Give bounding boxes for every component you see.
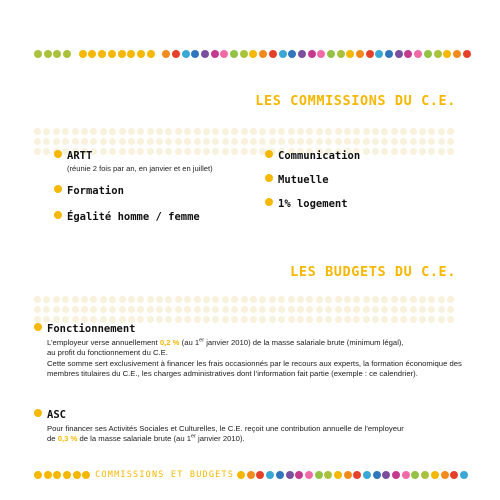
decorative-dot	[119, 306, 126, 313]
bullet-icon	[54, 150, 62, 158]
decorative-dot	[175, 306, 182, 313]
decorative-dot	[306, 296, 313, 303]
decorative-dot	[43, 306, 50, 313]
decorative-dot	[162, 50, 170, 58]
decorative-dot	[353, 296, 360, 303]
decorative-dot	[438, 296, 445, 303]
decorative-dot	[62, 296, 69, 303]
decorative-dot	[424, 50, 432, 58]
bullet-icon	[265, 198, 273, 206]
decorative-dot	[137, 296, 144, 303]
decorative-dot	[402, 471, 410, 479]
decorative-dot	[344, 471, 352, 479]
decorative-dot	[137, 138, 144, 145]
decorative-dot	[391, 128, 398, 135]
decorative-dot	[447, 306, 454, 313]
decorative-dot	[288, 138, 295, 145]
bullet-icon	[54, 211, 62, 219]
decorative-dot	[53, 138, 60, 145]
decorative-dot	[344, 138, 351, 145]
decorative-dot	[306, 138, 313, 145]
bullet-icon	[34, 323, 42, 331]
decorative-dot	[194, 138, 201, 145]
decorative-dot	[269, 306, 276, 313]
bullet-icon	[265, 174, 273, 182]
decorative-dot	[316, 138, 323, 145]
decorative-dot	[431, 471, 439, 479]
decorative-dot	[391, 138, 398, 145]
decorative-dot	[119, 296, 126, 303]
decorative-dot	[259, 138, 266, 145]
decorative-dot	[165, 306, 172, 313]
decorative-dot	[250, 128, 257, 135]
decorative-dot	[269, 50, 277, 58]
decorative-dot	[414, 50, 422, 58]
decorative-dot	[109, 138, 116, 145]
decorative-dot	[363, 471, 371, 479]
decorative-dot	[306, 306, 313, 313]
commission-item-communication: Communication	[265, 146, 465, 164]
decorative-dot	[288, 50, 296, 58]
decorative-dot	[344, 128, 351, 135]
decorative-dot	[156, 128, 163, 135]
decorative-dot	[63, 471, 71, 479]
decorative-dot	[53, 296, 60, 303]
decorative-dot	[344, 306, 351, 313]
decorative-dot	[419, 128, 426, 135]
decorative-dot	[241, 128, 248, 135]
decorative-dot	[203, 138, 210, 145]
decorative-dot	[128, 138, 135, 145]
decorative-dot	[109, 128, 116, 135]
decorative-dot	[346, 50, 354, 58]
decorative-dot	[249, 50, 257, 58]
decorative-dot	[400, 306, 407, 313]
decorative-dot	[373, 471, 381, 479]
decorative-dot	[391, 306, 398, 313]
decorative-dot	[325, 306, 332, 313]
decorative-dot	[34, 471, 42, 479]
decorative-dot	[395, 50, 403, 58]
decorative-dot	[62, 138, 69, 145]
decorative-dot	[222, 128, 229, 135]
decorative-dot	[372, 296, 379, 303]
decorative-dot	[450, 471, 458, 479]
commissions-left-column	[54, 146, 264, 231]
decorative-dot	[363, 296, 370, 303]
decorative-dot	[184, 296, 191, 303]
decorative-dot	[220, 50, 228, 58]
decorative-dot	[325, 128, 332, 135]
decorative-dot	[375, 50, 383, 58]
footer-dots-left	[34, 471, 92, 479]
decorative-dot	[34, 296, 41, 303]
decorative-dot	[250, 306, 257, 313]
decorative-dot	[385, 50, 393, 58]
decorative-dot	[73, 471, 81, 479]
decorative-dot	[428, 296, 435, 303]
bullet-icon	[265, 150, 273, 158]
decorative-dot	[194, 296, 201, 303]
decorative-dot	[363, 306, 370, 313]
decorative-dot	[278, 128, 285, 135]
decorative-dot	[72, 138, 79, 145]
decorative-dot	[256, 471, 264, 479]
decorative-dot	[400, 138, 407, 145]
decorative-dot	[297, 306, 304, 313]
decorative-dot	[295, 471, 303, 479]
decorative-dot	[434, 50, 442, 58]
budget-asc-text: Pour financer ses Activités Sociales et Culturelles, le C.E. reçoit une contribution annuelle de l’employeur de 0,3 % de la masse salariale brute (au 1er janvier 2010).	[47, 424, 404, 443]
decorative-dot	[391, 296, 398, 303]
decorative-dot	[288, 306, 295, 313]
decorative-dot	[90, 138, 97, 145]
dot-spacer	[73, 50, 79, 60]
decorative-dot	[305, 471, 313, 479]
decorative-dot	[128, 306, 135, 313]
decorative-dot	[316, 128, 323, 135]
decorative-dot	[34, 148, 41, 155]
decorative-dot	[372, 138, 379, 145]
decorative-dot	[335, 138, 342, 145]
decorative-dot	[335, 296, 342, 303]
decorative-dot	[53, 128, 60, 135]
decorative-dot	[315, 471, 323, 479]
decorative-dot	[100, 296, 107, 303]
decorative-dot	[353, 471, 361, 479]
decorative-dot	[43, 148, 50, 155]
decorative-dot	[137, 50, 145, 58]
decorative-dot	[119, 138, 126, 145]
decorative-dot	[297, 128, 304, 135]
decorative-dot	[250, 138, 257, 145]
decorative-dot	[443, 50, 451, 58]
decorative-dot	[410, 128, 417, 135]
decorative-dot	[82, 471, 90, 479]
decorative-dot	[308, 50, 316, 58]
decorative-dot	[353, 138, 360, 145]
decorative-dot	[269, 128, 276, 135]
faint-dot-line	[34, 138, 466, 145]
decorative-dot	[231, 306, 238, 313]
decorative-dot	[137, 306, 144, 313]
decorative-dot	[100, 138, 107, 145]
decorative-dot	[43, 138, 50, 145]
decorative-dot	[259, 50, 267, 58]
decorative-dot	[335, 128, 342, 135]
decorative-dot	[353, 128, 360, 135]
decorative-dot	[266, 471, 274, 479]
decorative-dot	[353, 306, 360, 313]
decorative-dot	[286, 471, 294, 479]
decorative-dot	[306, 128, 313, 135]
decorative-dot	[72, 296, 79, 303]
decorative-dot	[100, 128, 107, 135]
decorative-dot	[147, 296, 154, 303]
decorative-dot	[81, 296, 88, 303]
decorative-dot	[72, 306, 79, 313]
decorative-dot	[118, 50, 126, 58]
decorative-dot	[250, 296, 257, 303]
decorative-dot	[128, 128, 135, 135]
decorative-dot	[325, 138, 332, 145]
decorative-dot	[212, 128, 219, 135]
decorative-dot	[53, 306, 60, 313]
faint-dot-line	[34, 306, 466, 313]
decorative-dot	[334, 471, 342, 479]
decorative-dot	[382, 471, 390, 479]
bullet-icon	[34, 409, 42, 417]
decorative-dot	[337, 50, 345, 58]
decorative-dot	[109, 296, 116, 303]
decorative-dot	[259, 306, 266, 313]
decorative-dot	[363, 128, 370, 135]
decorative-dot	[165, 128, 172, 135]
decorative-dot	[231, 128, 238, 135]
decorative-dot	[438, 128, 445, 135]
decorative-dot	[127, 50, 135, 58]
decorative-dot	[297, 138, 304, 145]
decorative-dot	[44, 50, 52, 58]
decorative-dot	[201, 50, 209, 58]
decorative-dot	[147, 306, 154, 313]
decorative-dot	[175, 128, 182, 135]
commission-item-artt-note: (réunie 2 fois par an, en janvier et en juillet)	[67, 164, 213, 173]
decorative-dot	[147, 138, 154, 145]
decorative-dot	[381, 138, 388, 145]
decorative-dot	[400, 296, 407, 303]
decorative-dot	[381, 306, 388, 313]
decorative-dot	[288, 296, 295, 303]
decorative-dot	[90, 296, 97, 303]
footer-bar	[34, 469, 470, 481]
decorative-dot	[441, 471, 449, 479]
decorative-dot	[410, 138, 417, 145]
decorative-dot	[335, 306, 342, 313]
decorative-dot	[237, 471, 245, 479]
decorative-dot	[327, 50, 335, 58]
budget-fonctionnement-text: L’employeur verse annuellement 0,2 % (au 1er janvier 2010) de la masse salariale brute (minimum légal), au profit du fonctionnement du C.E. Cette somme sert exclusivement à financer les frais occasionnés par le recours aux experts, la formation économique des membres titulaires du C.E., les charges administratives dont l’information fait partie (exemple : ce calendrier).	[47, 337, 462, 378]
decorative-dot	[156, 138, 163, 145]
decorative-dot	[34, 138, 41, 145]
decorative-dot	[211, 50, 219, 58]
decorative-dot	[241, 296, 248, 303]
decorative-dot	[381, 296, 388, 303]
decorative-dot	[240, 50, 248, 58]
decorative-dot	[247, 471, 255, 479]
decorative-dot	[241, 138, 248, 145]
decorative-dot	[62, 128, 69, 135]
decorative-dot	[63, 50, 71, 58]
decorative-dot	[411, 471, 419, 479]
budgets-title: LES BUDGETS DU C.E.	[290, 264, 456, 280]
decorative-dot	[463, 50, 471, 58]
commissions-right-column	[265, 146, 465, 218]
decorative-dot	[137, 128, 144, 135]
decorative-dot	[165, 296, 172, 303]
decorative-dot	[428, 128, 435, 135]
decorative-dot	[269, 138, 276, 145]
decorative-dot	[203, 296, 210, 303]
decorative-dot	[317, 50, 325, 58]
decorative-dot	[98, 50, 106, 58]
decorative-dot	[410, 306, 417, 313]
decorative-dot	[53, 50, 61, 58]
decorative-dot	[241, 306, 248, 313]
decorative-dot	[62, 306, 69, 313]
decorative-dot	[278, 306, 285, 313]
decorative-dot	[194, 306, 201, 313]
decorative-dot	[419, 138, 426, 145]
decorative-dot	[278, 296, 285, 303]
decorative-dot	[156, 306, 163, 313]
decorative-dot	[324, 471, 332, 479]
decorative-dot	[230, 50, 238, 58]
decorative-dot	[453, 50, 461, 58]
decorative-dot	[276, 471, 284, 479]
decorative-dot	[421, 471, 429, 479]
decorative-dot	[222, 296, 229, 303]
footer-dots-right	[237, 471, 470, 479]
decorative-dot	[460, 471, 468, 479]
decorative-dot	[447, 296, 454, 303]
footer-title: COMMISSIONS ET BUDGETS	[95, 470, 235, 480]
decorative-dot	[119, 128, 126, 135]
decorative-dot	[447, 138, 454, 145]
faint-dot-line	[34, 128, 466, 135]
decorative-dot	[212, 296, 219, 303]
decorative-dot	[44, 471, 52, 479]
decorative-dot	[165, 138, 172, 145]
budget-asc: ASC Pour financer ses Activités Sociales et Culturelles, le C.E. reçoit une contribution annuelle de l’employeur de 0,3 % de la masse salariale brute (au 1er janvier 2010).	[34, 405, 466, 443]
decorative-dot	[404, 50, 412, 58]
decorative-dot	[288, 128, 295, 135]
decorative-dot	[325, 296, 332, 303]
bullet-icon	[54, 185, 62, 193]
decorative-dot	[53, 471, 61, 479]
decorative-dot	[175, 296, 182, 303]
decorative-dot	[279, 50, 287, 58]
decorative-dot	[43, 296, 50, 303]
decorative-dot	[372, 306, 379, 313]
decorative-dot	[316, 296, 323, 303]
decorative-dot	[182, 50, 190, 58]
decorative-dot	[366, 50, 374, 58]
decorative-dot	[81, 138, 88, 145]
decorative-dot	[316, 306, 323, 313]
decorative-dot	[259, 128, 266, 135]
commissions-title: LES COMMISSIONS DU C.E.	[255, 93, 456, 109]
decorative-dot	[90, 128, 97, 135]
decorative-dot	[34, 50, 42, 58]
decorative-dot	[419, 306, 426, 313]
decorative-dot	[269, 296, 276, 303]
decorative-dot	[438, 138, 445, 145]
decorative-dot	[81, 306, 88, 313]
decorative-dot	[428, 306, 435, 313]
decorative-dot	[356, 50, 364, 58]
decorative-dot	[203, 128, 210, 135]
decorative-dot	[212, 138, 219, 145]
decorative-dot	[428, 138, 435, 145]
decorative-dot	[231, 138, 238, 145]
decorative-dot	[203, 306, 210, 313]
decorative-dot	[88, 50, 96, 58]
decorative-dot	[447, 128, 454, 135]
decorative-dot	[81, 128, 88, 135]
decorative-dot	[108, 50, 116, 58]
decorative-dot	[372, 128, 379, 135]
decorative-dot	[298, 50, 306, 58]
decorative-dot	[175, 138, 182, 145]
commission-item-artt: ARTT (réunie 2 fois par an, en janvier et en juillet)	[54, 146, 264, 173]
commission-item-formation: Formation	[54, 181, 264, 199]
decorative-dot	[184, 128, 191, 135]
decorative-dot	[392, 471, 400, 479]
decorative-dot	[194, 128, 201, 135]
decorative-dot	[128, 296, 135, 303]
header-dots	[34, 50, 472, 60]
decorative-dot	[43, 128, 50, 135]
commission-item-egalite: Égalité homme / femme	[54, 207, 264, 225]
decorative-dot	[212, 306, 219, 313]
decorative-dot	[419, 296, 426, 303]
budget-fonctionnement: Fonctionnement L’employeur verse annuellement 0,2 % (au 1er janvier 2010) de la masse salariale brute (minimum légal), au profit du fonctionnement du C.E. Cette somme sert exclusivement à financer les frais occasionnés par le recours aux experts, la formation économique des membres titulaires du C.E., les charges administratives dont l’information fait partie (exemple : ce calendrier).	[34, 319, 466, 378]
decorative-dot	[34, 128, 41, 135]
decorative-dot	[222, 138, 229, 145]
decorative-dot	[297, 296, 304, 303]
decorative-dot	[400, 128, 407, 135]
decorative-dot	[191, 50, 199, 58]
decorative-dot	[109, 306, 116, 313]
commission-item-mutuelle: Mutuelle	[265, 170, 465, 188]
decorative-dot	[184, 306, 191, 313]
decorative-dot	[172, 50, 180, 58]
decorative-dot	[184, 138, 191, 145]
decorative-dot	[381, 128, 388, 135]
decorative-dot	[100, 306, 107, 313]
decorative-dot	[156, 296, 163, 303]
decorative-dot	[259, 296, 266, 303]
decorative-dot	[363, 138, 370, 145]
decorative-dot	[344, 296, 351, 303]
decorative-dot	[410, 296, 417, 303]
decorative-dot	[147, 128, 154, 135]
decorative-dot	[147, 50, 155, 58]
decorative-dot	[231, 296, 238, 303]
decorative-dot	[72, 128, 79, 135]
decorative-dot	[222, 306, 229, 313]
faint-dot-line	[34, 296, 466, 303]
decorative-dot	[278, 138, 285, 145]
decorative-dot	[438, 306, 445, 313]
decorative-dot	[79, 50, 87, 58]
decorative-dot	[34, 306, 41, 313]
decorative-dot	[90, 306, 97, 313]
commission-item-logement: 1% logement	[265, 194, 465, 212]
